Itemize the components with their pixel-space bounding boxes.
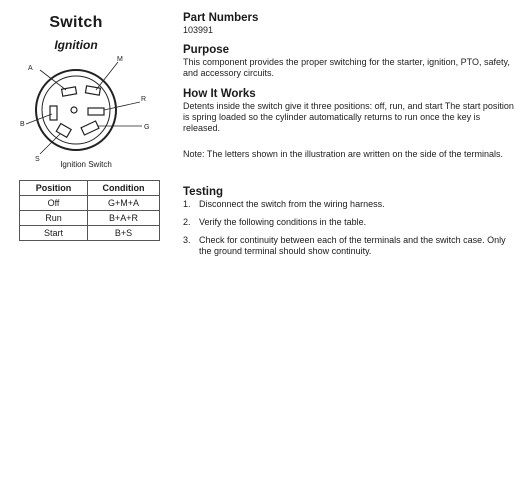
testing-heading: Testing <box>183 186 224 198</box>
table-header-row <box>20 181 160 196</box>
how-it-works-text: Detents inside the switch give it three positions: off, run, and start The start position is spring loaded so the cylinder automatically returns to run once the key is released. <box>183 101 514 133</box>
step-text: Verify the following conditions in the table. <box>199 217 367 227</box>
list-item <box>183 217 515 228</box>
part-numbers-heading: Part Numbers <box>183 12 259 24</box>
table-row <box>20 211 160 226</box>
cell-position: Run <box>20 211 88 226</box>
table-row <box>20 196 160 211</box>
list-item <box>183 235 515 257</box>
condition-table <box>19 180 160 241</box>
header-condition: Condition <box>88 181 160 196</box>
purpose-heading: Purpose <box>183 44 230 56</box>
label-s: S <box>35 156 40 162</box>
ignition-switch-diagram <box>14 50 164 162</box>
note-text: Note: The letters shown in the illustration are written on the side of the terminals. <box>183 149 503 159</box>
cell-position: Off <box>20 196 88 211</box>
part-number: 103991 <box>183 25 214 35</box>
part-numbers-section <box>183 12 515 36</box>
list-item <box>183 199 515 210</box>
testing-steps <box>183 199 515 257</box>
cell-condition: G+M+A <box>88 196 160 211</box>
note-section <box>183 149 515 160</box>
header-position: Position <box>20 181 88 196</box>
purpose-text: This component provides the proper switching for the starter, ignition, PTO, safety, and accessory circuits. <box>183 57 510 78</box>
label-a: A <box>28 65 33 72</box>
label-b: B <box>20 121 25 128</box>
how-it-works-section <box>183 88 515 134</box>
cell-position: Start <box>20 226 88 241</box>
diagram-caption: Ignition Switch <box>60 160 112 169</box>
step-text: Check for continuity between each of the terminals and the switch case. Only the ground terminal should show continuity. <box>199 235 506 256</box>
table-row <box>20 226 160 241</box>
purpose-section <box>183 44 515 79</box>
component-title: Switch <box>49 14 103 31</box>
step-text: Disconnect the switch from the wiring harness. <box>199 199 385 209</box>
step-number: 2. <box>183 217 191 227</box>
cell-condition: B+A+R <box>88 211 160 226</box>
step-number: 1. <box>183 199 191 209</box>
label-m: M <box>117 56 123 63</box>
label-r: R <box>141 96 147 103</box>
step-number: 3. <box>183 235 191 245</box>
how-it-works-heading: How It Works <box>183 88 256 100</box>
terminal-b <box>50 106 57 120</box>
cell-condition: B+S <box>88 226 160 241</box>
testing-section <box>183 186 515 264</box>
label-g: G <box>144 124 150 131</box>
terminal-r <box>88 108 104 115</box>
component-subtitle: Ignition <box>54 38 98 52</box>
